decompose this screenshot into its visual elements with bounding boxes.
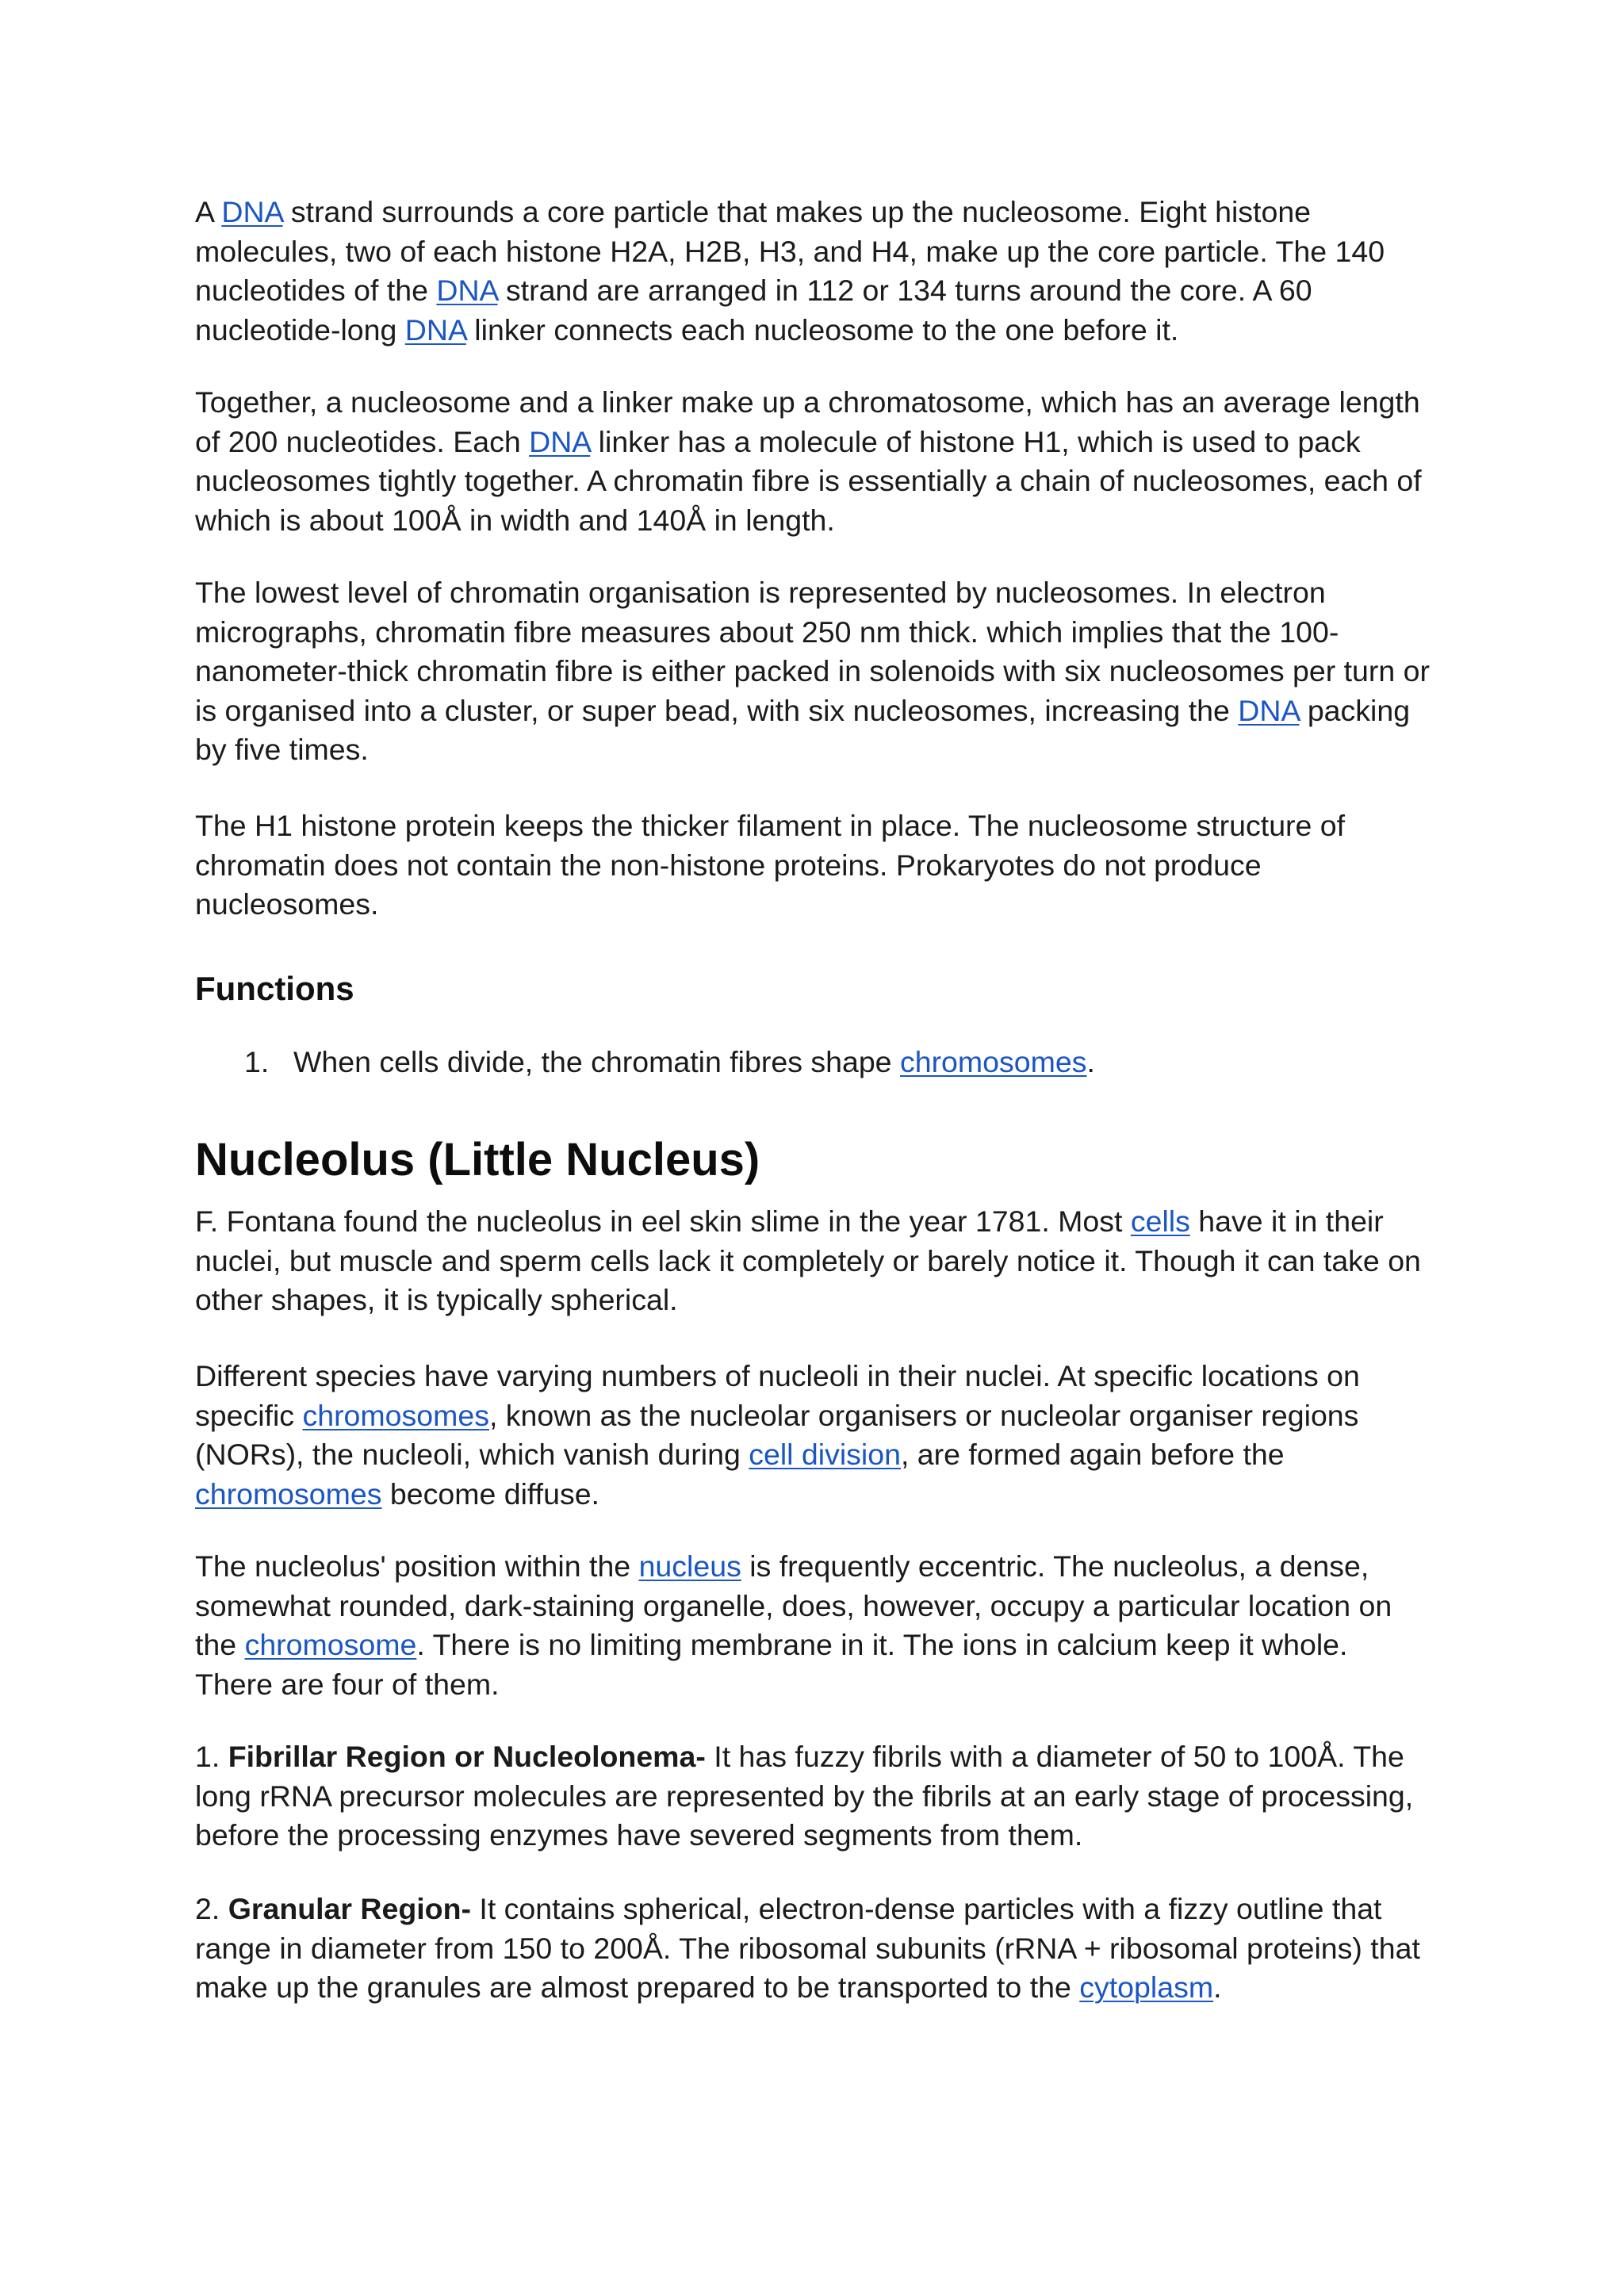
text: It contains spherical, electron-dense particles with a fizzy outline that range in diameter from 150 to 200Å. The ribosomal subunits (rRNA + ribosomal proteins) that make up the granules are almost prepared to be transported to the bbox=[195, 1892, 1420, 2005]
paragraph-nucleolus-position bbox=[195, 1547, 1432, 1704]
text: have it in their nuclei, but muscle and sperm cells lack it completely or barely notice it. Though it can take on other shapes, it is typically spherical. bbox=[195, 1204, 1421, 1317]
link-dna[interactable]: DNA bbox=[404, 312, 466, 347]
text: F. Fontana found the nucleolus in eel skin slime in the year 1781. Most bbox=[195, 1204, 1131, 1238]
heading-functions: Functions bbox=[195, 970, 354, 1007]
link-nucleus[interactable]: nucleus bbox=[638, 1549, 741, 1583]
paragraph-fibrillar-region bbox=[195, 1737, 1432, 1855]
list-item bbox=[244, 1043, 1095, 1082]
text: The lowest level of chromatin organisation is represented by nucleosomes. In electron micrographs, chromatin fibre measures about 250 nm thick. which implies that the 100-nanometer-thick chromatin fibre is either packed in solenoids with six nucleosomes per turn or is organised into a cluster, or super bead, with six nucleosomes, increasing the bbox=[195, 576, 1430, 727]
text: is frequently eccentric. The nucleolus, a dense, somewhat rounded, dark-staining organelle, does, however, occupy a particular location on the bbox=[195, 1549, 1392, 1662]
text: packing by five times. bbox=[195, 693, 1411, 767]
text: When cells divide, the chromatin fibres shape bbox=[293, 1045, 900, 1078]
link-dna[interactable]: DNA bbox=[529, 424, 591, 458]
text: strand are arranged in 112 or 134 turns around the core. A 60 nucleotide-long bbox=[195, 274, 1312, 347]
paragraph-fontana bbox=[195, 1202, 1432, 1320]
text: The H1 histone protein keeps the thicker filament in place. The nucleosome structure of chromatin does not contain the non-histone proteins. Prokaryotes do not produce nucleosomes. bbox=[195, 809, 1346, 921]
bold-term: Fibrillar Region or Nucleolonema- bbox=[228, 1740, 706, 1773]
heading-nucleolus: Nucleolus (Little Nucleus) bbox=[195, 1134, 760, 1185]
text: A bbox=[195, 195, 222, 228]
link-cytoplasm[interactable]: cytoplasm bbox=[1079, 1970, 1214, 2005]
text: Different species have varying numbers of nucleoli in their nuclei. At specific locations on specific bbox=[195, 1359, 1360, 1432]
text: The nucleolus' position within the bbox=[195, 1549, 639, 1583]
link-dna[interactable]: DNA bbox=[436, 274, 498, 308]
list-number: 1. bbox=[244, 1045, 270, 1078]
text: . bbox=[1213, 1970, 1222, 2005]
paragraph-chromatosome bbox=[195, 383, 1432, 540]
text: 1. bbox=[195, 1740, 228, 1773]
text: Together, a nucleosome and a linker make up a chromatosome, which has an average length of 200 nucleotides. Each bbox=[195, 385, 1420, 458]
paragraph-nucleosome-core bbox=[195, 193, 1432, 350]
link-chromosomes[interactable]: chromosomes bbox=[302, 1398, 489, 1432]
text: 2. bbox=[195, 1892, 228, 1925]
link-cells[interactable]: cells bbox=[1130, 1204, 1190, 1238]
paragraph-chromatin-organisation bbox=[195, 573, 1432, 770]
link-dna[interactable]: DNA bbox=[1238, 693, 1300, 727]
text: become diffuse. bbox=[381, 1476, 599, 1511]
paragraph-granular-region bbox=[195, 1890, 1432, 2008]
text: , are formed again before the bbox=[900, 1438, 1285, 1472]
link-chromosomes[interactable]: chromosomes bbox=[899, 1045, 1087, 1078]
link-chromosomes[interactable]: chromosomes bbox=[195, 1476, 382, 1511]
bold-term: Granular Region- bbox=[228, 1892, 471, 1925]
paragraph-nucleoli-species bbox=[195, 1357, 1432, 1514]
link-cell-division[interactable]: cell division bbox=[749, 1438, 901, 1472]
functions-list bbox=[244, 1043, 1095, 1082]
link-dna[interactable]: DNA bbox=[221, 195, 283, 228]
text: . bbox=[1086, 1045, 1095, 1078]
text: It has fuzzy fibrils with a diameter of 50 to 100Å. The long rRNA precursor molecules are represented by the fibrils at an early stage of processing, before the processing enzymes have severed segments from them. bbox=[195, 1740, 1414, 1852]
text: linker has a molecule of histone H1, which is used to pack nucleosomes tightly together. A chromatin fibre is essentially a chain of nucleosomes, each of which is about 100Å in width and 140Å in length. bbox=[195, 424, 1422, 537]
paragraph-h1-histone bbox=[195, 806, 1432, 925]
text: , known as the nucleolar organisers or nucleolar organiser regions (NORs), the nucleoli, which vanish during bbox=[195, 1398, 1359, 1472]
text: linker connects each nucleosome to the one before it. bbox=[465, 312, 1179, 347]
text: strand surrounds a core particle that makes up the nucleosome. Eight histone molecules, two of each histone H2A, H2B, H3, and H4, make up the core particle. The 140 nucleotides of the bbox=[195, 195, 1385, 308]
text: . There is no limiting membrane in it. The ions in calcium keep it whole. There are four of them. bbox=[195, 1628, 1348, 1701]
link-chromosome[interactable]: chromosome bbox=[244, 1628, 417, 1662]
